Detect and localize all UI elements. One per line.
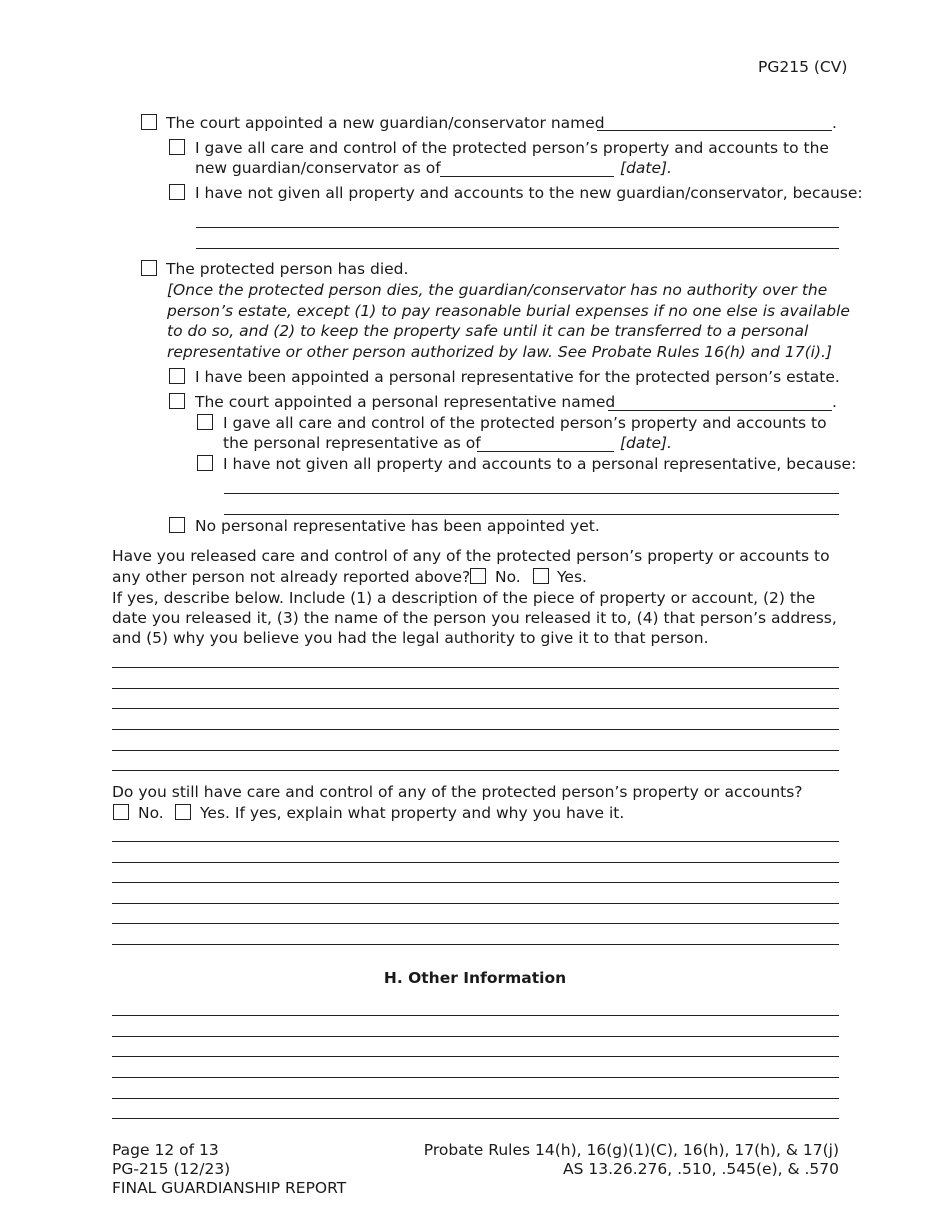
died-note-line: representative or other person authorized by law. See Probate Rules 16(h) and 17(i).] <box>167 343 832 361</box>
released-instruction: If yes, describe below. Include (1) a description of the piece of property or account, (2) the <box>112 589 816 607</box>
reason-line[interactable] <box>224 493 839 494</box>
new-guardian-checkbox[interactable] <box>141 114 157 130</box>
reason-line[interactable] <box>224 514 839 515</box>
died-note-line: to do so, and (2) to keep the property safe until it can be transferred to a personal <box>167 322 809 340</box>
released-yes-checkbox[interactable] <box>533 568 549 584</box>
pr-name-field[interactable] <box>608 410 832 411</box>
gave-to-guardian-label: I gave all care and control of the protected person’s property and accounts to the <box>195 139 829 157</box>
section-h-heading: H. Other Information <box>383 969 567 987</box>
footer-form-number: PG-215 (12/23) <box>112 1160 231 1178</box>
answer-line[interactable] <box>112 1118 839 1119</box>
not-given-pr-label: I have not given all property and accounts to a personal representative, because: <box>223 455 857 473</box>
answer-line[interactable] <box>112 1077 839 1078</box>
answer-line[interactable] <box>112 770 839 771</box>
reason-line[interactable] <box>196 248 839 249</box>
new-guardian-name-field[interactable] <box>597 130 832 131</box>
footer-page-number: Page 12 of 13 <box>112 1141 219 1159</box>
answer-line[interactable] <box>112 1036 839 1037</box>
footer-probate-rules: Probate Rules 14(h), 16(g)(1)(C), 16(h), 17(h), & 17(j) <box>423 1141 839 1159</box>
form-code-header: PG215 (CV) <box>758 58 848 76</box>
answer-line[interactable] <box>112 708 839 709</box>
answer-line[interactable] <box>112 750 839 751</box>
still-have-question: Do you still have care and control of any of the protected person’s property or accounts? <box>112 783 803 801</box>
footer-form-title: FINAL GUARDIANSHIP REPORT <box>112 1179 347 1197</box>
period: . <box>832 393 837 411</box>
answer-line[interactable] <box>112 944 839 945</box>
released-question-cont: any other person not already reported above? <box>112 568 471 586</box>
released-yes-label: Yes. <box>557 568 587 586</box>
answer-line[interactable] <box>112 841 839 842</box>
gave-to-guardian-checkbox[interactable] <box>169 139 185 155</box>
still-have-no-label: No. <box>138 804 164 822</box>
not-given-guardian-checkbox[interactable] <box>169 184 185 200</box>
date-hint: [date]. <box>620 434 672 452</box>
no-pr-label: No personal representative has been appointed yet. <box>195 517 600 535</box>
released-instruction: date you released it, (3) the name of the person you released it to, (4) that person’s address, <box>112 609 837 627</box>
no-pr-checkbox[interactable] <box>169 517 185 533</box>
released-no-label: No. <box>495 568 521 586</box>
answer-line[interactable] <box>112 882 839 883</box>
footer-statutes: AS 13.26.276, .510, .545(e), & .570 <box>563 1160 839 1178</box>
answer-line[interactable] <box>112 862 839 863</box>
answer-line[interactable] <box>112 729 839 730</box>
pr-date-field[interactable] <box>477 451 614 452</box>
gave-to-pr-label-cont: the personal representative as of <box>223 434 481 452</box>
released-instruction: and (5) why you believe you had the legal authority to give it to that person. <box>112 629 709 647</box>
released-no-checkbox[interactable] <box>470 568 486 584</box>
reason-line[interactable] <box>196 227 839 228</box>
answer-line[interactable] <box>112 667 839 668</box>
person-died-label: The protected person has died. <box>166 260 409 278</box>
released-question: Have you released care and control of any of the protected person’s property or accounts to <box>112 547 830 565</box>
not-given-guardian-label: I have not given all property and accounts to the new guardian/conservator, because: <box>195 184 863 202</box>
court-pr-checkbox[interactable] <box>169 393 185 409</box>
date-hint: [date]. <box>620 159 672 177</box>
guardian-date-field[interactable] <box>440 176 614 177</box>
answer-line[interactable] <box>112 1056 839 1057</box>
person-died-checkbox[interactable] <box>141 260 157 276</box>
died-note-line: person’s estate, except (1) to pay reasonable burial expenses if no one else is available <box>167 302 850 320</box>
gave-to-pr-checkbox[interactable] <box>197 414 213 430</box>
still-have-no-checkbox[interactable] <box>113 804 129 820</box>
answer-line[interactable] <box>112 688 839 689</box>
gave-to-pr-label: I gave all care and control of the protected person’s property and accounts to <box>223 414 827 432</box>
appointed-pr-checkbox[interactable] <box>169 368 185 384</box>
not-given-pr-checkbox[interactable] <box>197 455 213 471</box>
court-pr-label: The court appointed a personal representative named <box>195 393 616 411</box>
appointed-pr-label: I have been appointed a personal representative for the protected person’s estate. <box>195 368 840 386</box>
answer-line[interactable] <box>112 923 839 924</box>
died-note-line: [Once the protected person dies, the guardian/conservator has no authority over the <box>167 281 828 299</box>
new-guardian-label: The court appointed a new guardian/conservator named <box>166 114 605 132</box>
answer-line[interactable] <box>112 1015 839 1016</box>
still-have-yes-checkbox[interactable] <box>175 804 191 820</box>
gave-to-guardian-label-cont: new guardian/conservator as of <box>195 159 441 177</box>
period: . <box>832 114 837 132</box>
still-have-yes-label: Yes. If yes, explain what property and why you have it. <box>200 804 625 822</box>
answer-line[interactable] <box>112 1098 839 1099</box>
answer-line[interactable] <box>112 903 839 904</box>
